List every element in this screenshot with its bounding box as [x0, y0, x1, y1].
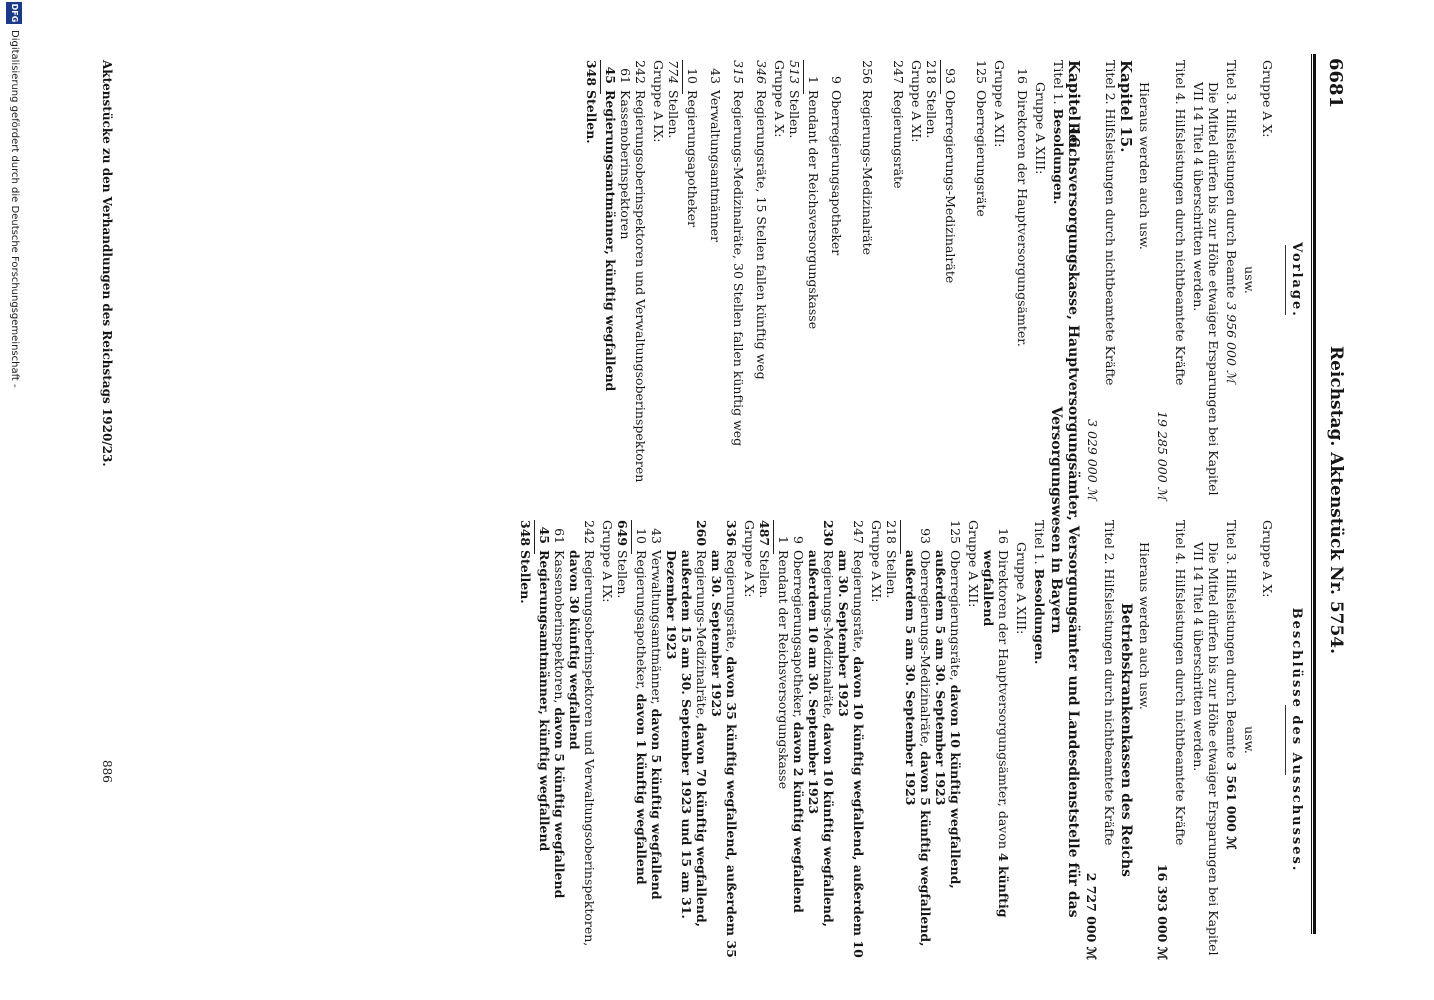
group-label: Gruppe A X:	[772, 60, 787, 138]
position-row: 125 Oberregierungsräte	[974, 60, 989, 217]
etc-text: usw.	[1242, 266, 1257, 294]
titel-note: Die Mittel dürfen bis zur Höhe etwaiger Ersparungen bei Kapitel VII 14 Titel 4 überschritten werden.	[1191, 542, 1221, 956]
sum-rule	[682, 60, 683, 94]
titel-label: Titel 3.	[1224, 520, 1239, 565]
page-footer	[100, 60, 114, 940]
position-row: 247 Regierungsräte, davon 10 künftig wegfallend, außerdem 10 am 30. September 1923	[836, 520, 866, 958]
position-row: 125 Oberregierungsräte, davon 10 künftig wegfallend, außerdem 5 am 30. September 1923	[933, 520, 963, 889]
titel-amount: 3 956 000 ℳ	[1224, 302, 1239, 384]
position-row: 10 Regierungsapotheker, davon 1 künftig wegfallend	[634, 528, 649, 885]
position-row: 43 Verwaltungsamtmänner, davon 5 künftig wegfallend	[649, 528, 664, 900]
titel-amount: 3 029 000 ℳ	[1085, 419, 1100, 500]
hieraus-text: Hieraus werden auch usw.	[1137, 542, 1152, 710]
sum-rule	[534, 520, 535, 554]
position-row: 247 Regierungsräte	[891, 60, 906, 189]
position-row: 9 Oberregierungsapotheker	[829, 76, 844, 256]
titel-label: Titel 1.	[1032, 520, 1047, 565]
page-header	[1322, 0, 1348, 1000]
titel-text: Hilfsleistungen durch nichtbeamtete Kräfte	[1102, 568, 1117, 846]
dfg-logo: DFG	[6, 2, 22, 24]
position-row: 16 Direktoren der Hauptversorgungsämter, davon 4 künftig wegfallend	[981, 528, 1011, 918]
position-row: 336 Regierungsräte, davon 35 künftig wegfallend, außerdem 35 am 30. September 1923	[709, 520, 739, 958]
column-heading-rule	[1285, 705, 1286, 775]
column-heading: Vorlage.	[1289, 242, 1304, 318]
group-label: Gruppe A XI:	[869, 520, 884, 603]
position-row: 61 Kassenoberinspektoren, davon 5 künftig wegfallend	[552, 528, 567, 899]
digitization-note	[2, 0, 24, 1000]
titel-label: Titel 4.	[1173, 520, 1188, 565]
position-row: 346 Regierungsräte, 15 Stellen fallen künftig weg	[754, 60, 769, 380]
header-rule-thin	[1311, 54, 1312, 934]
digitization-text: Digitalisierung gefördert durch die Deutsche Forschungsgemeinschaft -	[9, 30, 20, 388]
column-heading: Beschlüsse des Ausschusses.	[1289, 607, 1304, 873]
group-label: Gruppe A X:	[742, 520, 757, 598]
section-heading: Besoldungen.	[1051, 108, 1066, 205]
titel-amount: 16 393 000 ℳ	[1155, 863, 1170, 960]
sum-rule	[940, 60, 941, 94]
titel-text: Hilfsleistungen durch Beamte	[1224, 108, 1239, 299]
position-row: 61 Kassenoberinspektoren	[618, 68, 633, 240]
sum-row: 513 Stellen.	[787, 60, 802, 139]
page-number: 6681	[1325, 58, 1346, 109]
group-label: Gruppe A IX:	[651, 60, 666, 143]
sum-row: 218 Stellen.	[884, 520, 899, 599]
page-title: Reichstag. Aktenstück Nr. 5754.	[1326, 345, 1346, 655]
sum-row: 218 Stellen.	[924, 60, 939, 139]
titel-text: Hilfsleistungen durch nichtbeamtete Kräfte	[1103, 108, 1118, 386]
group-label: Gruppe A IX:	[600, 520, 615, 603]
titel-note: Die Mittel dürfen bis zur Höhe etwaiger Ersparungen bei Kapitel VII 14 Titel 4 überschritten werden.	[1191, 82, 1221, 496]
column-heading-rule	[1285, 245, 1286, 315]
position-row: 242 Regierungsoberinspektoren und Verwaltungsoberinspektoren	[633, 60, 648, 483]
hieraus-text: Hieraus werden auch usw.	[1137, 82, 1152, 250]
position-row: 230 Regierungs-Medizinalräte, davon 10 künftig wegfallend, außerdem 10 am 30. September 1923	[806, 520, 836, 928]
sum-row: 348 Stellen.	[518, 520, 533, 604]
etc-text: usw.	[1242, 726, 1257, 754]
position-row: 93 Oberregierungs-Medizinalräte, davon 5 künftig wegfallend, außerdem 5 am 30. September 1923	[903, 528, 933, 947]
footer-page-number: 886	[100, 760, 114, 783]
position-row: 16 Direktoren der Hauptversorgungsämter.	[1015, 68, 1030, 347]
sum-row: 348 Stellen.	[584, 60, 599, 144]
position-row: 260 Regierungs-Medizinalräte, davon 70 künftig wegfallend, außerdem 15 am 30. September 1923 und 15 am 31. Dezember 1923	[664, 520, 709, 928]
sum-rule	[600, 60, 601, 94]
group-label: Gruppe A X:	[1260, 520, 1275, 598]
position-row: 242 Regierungsoberinspektoren und Verwaltungsoberinspektoren, davon 30 künftig wegfallend	[567, 520, 597, 947]
sum-rule	[803, 60, 804, 94]
sum-rule	[900, 520, 901, 554]
chapter-label: Kapitel 15.	[1117, 60, 1135, 153]
position-row: 45 Regierungsamtmänner, künftig wegfallend	[603, 66, 618, 392]
position-row: 45 Regierungsamtmänner, künftig wegfallend	[537, 526, 552, 852]
titel-text: Hilfsleistungen durch nichtbeamtete Kräfte	[1173, 108, 1188, 386]
sum-rule	[631, 520, 632, 554]
titel-text: Hilfsleistungen durch Beamte	[1224, 568, 1239, 759]
section-heading: Besoldungen.	[1032, 568, 1047, 665]
sum-rule	[773, 520, 774, 554]
chapter-title: Betriebskrankenkassen des Reichs	[1118, 603, 1134, 877]
sum-row: 774 Stellen.	[666, 60, 681, 139]
position-row: 93 Oberregierungs-Medizinalräte	[943, 68, 958, 284]
position-row: 9 Oberregierungsapotheker, davon 2 künftig wegfallend	[791, 536, 806, 913]
sum-row: 487 Stellen.	[757, 520, 772, 599]
titel-text: Hilfsleistungen durch nichtbeamtete Kräfte	[1173, 568, 1188, 846]
titel-label: Titel 2.	[1103, 60, 1118, 105]
group-label: Gruppe A XI:	[909, 60, 924, 143]
position-row: 10 Regierungsapotheker	[685, 68, 700, 228]
titel-label: Titel 2.	[1102, 520, 1117, 565]
group-label: Gruppe A XII:	[992, 60, 1007, 148]
header-rule-thick	[1313, 54, 1316, 934]
position-row: 256 Regierungs-Medizinalräte	[860, 60, 875, 256]
chapter-label: Kapitel 16.	[1065, 60, 1083, 153]
group-label: Gruppe A X:	[1260, 60, 1275, 138]
sum-row: 649 Stellen.	[615, 520, 630, 599]
position-row: 315 Regierungs-Medizinalräte, 30 Stellen fallen künftig weg	[731, 60, 746, 447]
group-label: Gruppe A XII:	[966, 520, 981, 608]
position-row: 43 Verwaltungsamtmänner	[708, 68, 723, 243]
group-label: Gruppe A XIII:	[1014, 542, 1029, 635]
group-label: Gruppe A XIII:	[1033, 82, 1048, 175]
footer-text: Aktenstücke zu den Verhandlungen des Reichstags 1920/23.	[100, 60, 114, 467]
titel-amount: 3 561 000 ℳ	[1224, 762, 1239, 850]
titel-amount: 2 727 000 ℳ	[1084, 872, 1099, 960]
titel-label: Titel 1.	[1051, 60, 1066, 105]
position-row: 1 Rendant der Reichsversorgungskasse	[806, 76, 821, 330]
titel-amount: 19 285 000 ℳ	[1155, 411, 1170, 500]
chapter-title: Reichsversorgungskasse, Hauptversorgungsämter, Versorgungsämter und Landesdienststelle für das Versorgungswesen in Bayern	[1048, 122, 1081, 918]
column-vorlage	[584, 60, 1304, 500]
titel-label: Titel 3.	[1224, 60, 1239, 105]
titel-label: Titel 4.	[1173, 60, 1188, 105]
position-row: 1 Rendant der Reichsversorgungskasse	[776, 536, 791, 790]
